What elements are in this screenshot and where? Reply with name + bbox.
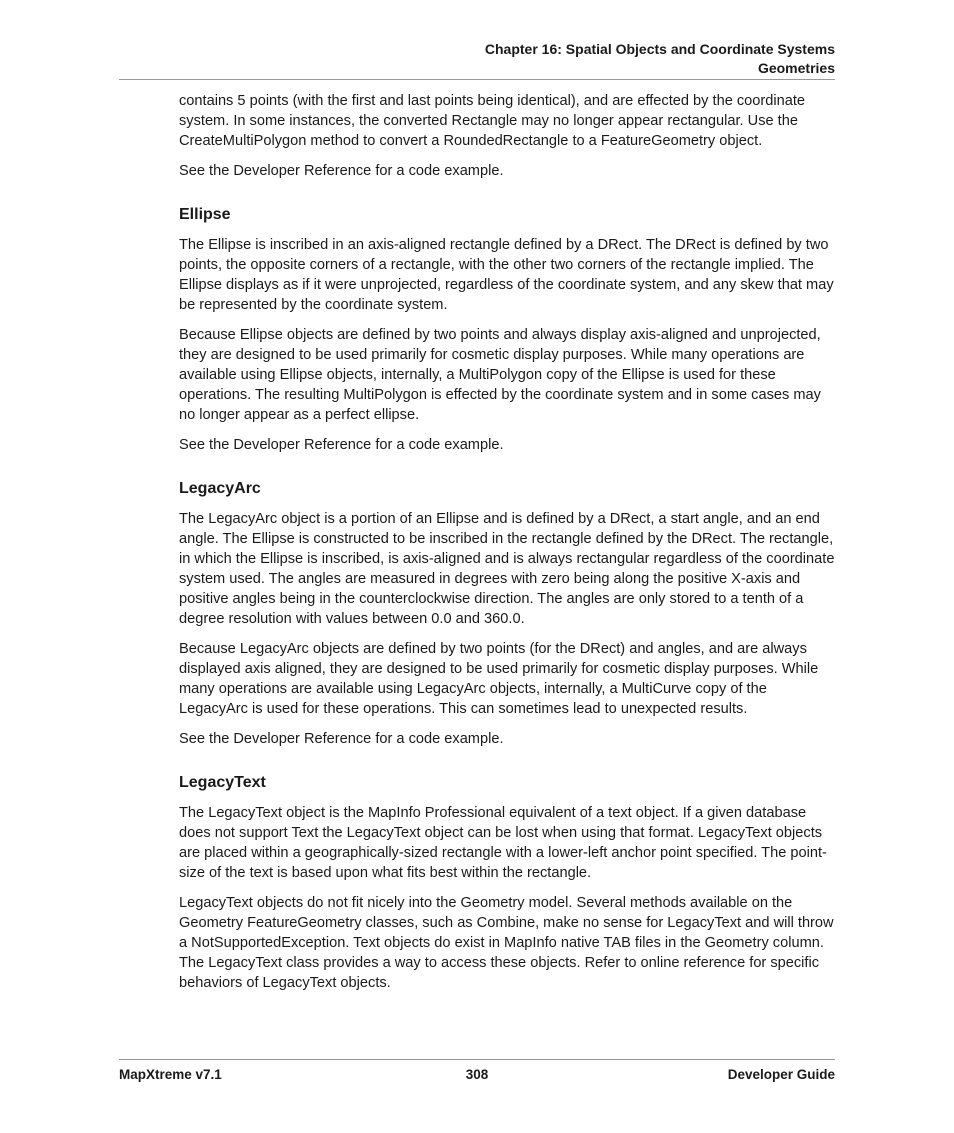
intro-reference-paragraph: See the Developer Reference for a code example. — [179, 163, 504, 179]
ellipse-heading: Ellipse — [179, 206, 231, 223]
intro-paragraph: contains 5 points (with the first and last points being identical), and are effected by the coordinate system. In some instances, the converted Rectangle may no longer appear rectangular. Use the CreateMultiPolygon method to convert a RoundedRectangle to a FeatureGeometry object. — [179, 93, 806, 149]
chapter-title: Chapter 16: Spatial Objects and Coordinate Systems — [484, 41, 835, 57]
legacyarc-heading: LegacyArc — [179, 480, 261, 497]
legacytext-paragraph-2: LegacyText objects do not fit nicely into the Geometry model. Several methods available on the Geometry FeatureGeometry classes, such as Combine, make no sense for LegacyText and will throw a NotSupportedException. Text objects do exist in MapInfo native TAB files in the Geometry column. The LegacyText class provides a way to access these objects. Refer to online reference for specific behaviors of LegacyText objects. — [179, 895, 834, 991]
page-body — [179, 91, 837, 1003]
footer-product: MapXtreme v7.1 — [119, 1067, 222, 1082]
ellipse-paragraph-1: The Ellipse is inscribed in an axis-aligned rectangle defined by a DRect. The DRect is defined by two points, the opposite corners of a rectangle, with the other two corners of the rectangle implied. The Ellipse displays as if it were unprojected, regardless of the coordinate system, and any skew that may be represented by the coordinate system. — [179, 237, 834, 313]
legacyarc-paragraph-1: The LegacyArc object is a portion of an Ellipse and is defined by a DRect, a start angle, and an end angle. The Ellipse is constructed to be inscribed in the rectangle defined by the DRect. The rectangle, in which the Ellipse is inscribed, is axis-aligned and is always rectangular regardless of the coordinate system used. The angles are measured in degrees with zero being along the positive X-axis and positive angles being in the counterclockwise direction. The angles are only stored to a tenth of a degree resolution with values between 0.0 and 360.0. — [179, 511, 835, 627]
header-divider — [119, 79, 835, 80]
legacytext-paragraph-1: The LegacyText object is the MapInfo Professional equivalent of a text object. If a given database does not support Text the LegacyText object can be lost when using that format. LegacyText objects are placed within a geographically-sized rectangle with a lower-left anchor point specified. The point-size of the text is based upon what fits best within the rectangle. — [179, 805, 827, 881]
legacyarc-reference-paragraph: See the Developer Reference for a code example. — [179, 731, 504, 747]
footer-page-number: 308 — [465, 1067, 489, 1082]
footer-guide: Developer Guide — [727, 1067, 835, 1082]
footer-divider — [119, 1059, 835, 1060]
page-header — [119, 40, 835, 78]
legacyarc-paragraph-2: Because LegacyArc objects are defined by two points (for the DRect) and angles, and are always displayed axis aligned, they are designed to be used primarily for cosmetic display purposes. While many operations are available using LegacyArc objects, internally, a MultiCurve copy of the LegacyArc is used for these operations. This can sometimes lead to unexpected results. — [179, 641, 819, 717]
legacytext-heading: LegacyText — [179, 774, 266, 791]
ellipse-reference-paragraph: See the Developer Reference for a code example. — [179, 437, 504, 453]
section-title: Geometries — [757, 60, 835, 76]
ellipse-paragraph-2: Because Ellipse objects are defined by two points and always display axis-aligned and unprojected, they are designed to be used primarily for cosmetic display purposes. While many operations are available using Ellipse objects, internally, a MultiPolygon copy of the Ellipse is used for these operations. The resulting MultiPolygon is effected by the coordinate system and in some cases may no longer appear as a perfect ellipse. — [179, 327, 821, 423]
